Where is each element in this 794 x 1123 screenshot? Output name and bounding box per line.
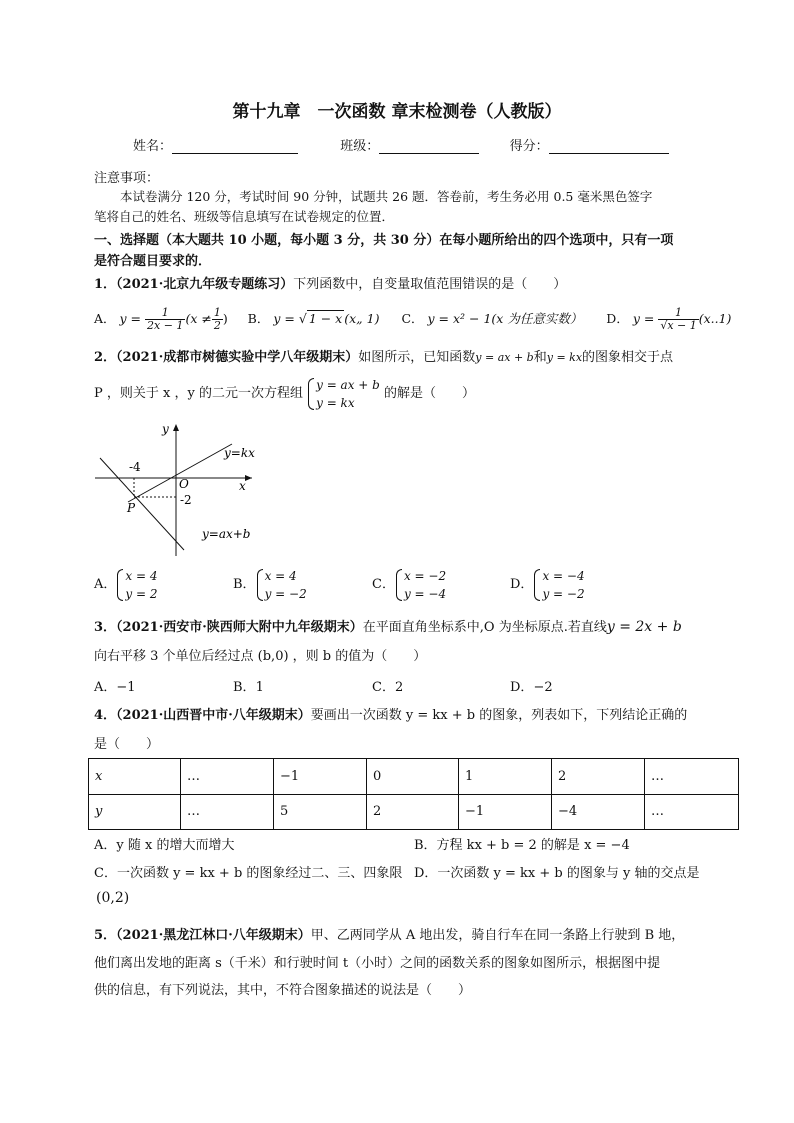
- question-3: [94, 616, 682, 635]
- function-graph: [90, 420, 270, 560]
- question-source: （2021·西安市·陕西师大附中九年级期末）: [116, 620, 363, 635]
- section-heading-bold: 一、选择题（本大题共 10 小题，每小题 3 分，共 30 分）: [94, 233, 440, 248]
- section-heading: [94, 229, 673, 248]
- question-3-line-2: 向右平移 3 个单位后经过点 (b,0) ，则 b 的值为（ ）: [94, 649, 427, 664]
- question-4-line-2: 是（ ）: [94, 737, 160, 752]
- option-value: −1: [116, 680, 136, 695]
- origin-label: O: [179, 477, 189, 491]
- option-b[interactable]: [233, 676, 264, 695]
- table-cell: …: [645, 759, 739, 795]
- option-a[interactable]: [94, 306, 232, 332]
- table-cell: 5: [274, 794, 367, 830]
- notice-line-1: 本试卷满分 120 分，考试时间 90 分钟，试题共 26 题．答卷前，考生务必用 0.5 毫米黑色签字: [120, 189, 653, 204]
- option-a[interactable]: A．y 随 x 的增大而增大: [94, 838, 235, 853]
- question-number: 1．: [94, 277, 117, 292]
- option-d[interactable]: D．一次函数 y = kx + b 的图象与 y 轴的交点是: [414, 866, 700, 881]
- tick-label-y: -2: [180, 493, 192, 507]
- question-2: [94, 346, 673, 365]
- option-label: B．: [233, 577, 256, 592]
- question-text: 要画出一次函数 y = kx + b 的图象，列表如下，下列结论正确的: [310, 708, 688, 723]
- class-label: 班级：: [340, 139, 380, 154]
- option-label: A．: [94, 311, 116, 326]
- y-axis-label: y: [162, 422, 169, 436]
- equation-line: x = 4: [125, 568, 158, 583]
- table-cell: 0: [367, 759, 459, 795]
- option-a[interactable]: [94, 676, 136, 695]
- question-4: [94, 704, 687, 723]
- option-label: C．: [372, 577, 395, 592]
- table-cell: …: [181, 759, 274, 795]
- option-b[interactable]: [233, 565, 307, 605]
- option-label: A．: [94, 577, 117, 592]
- table-row: [89, 794, 739, 830]
- question-source: （2021·黑龙江林口·八年级期末）: [116, 928, 311, 943]
- formula-text: (x ≠: [185, 311, 212, 326]
- option-value: 1: [255, 680, 264, 695]
- question-2-options: [94, 565, 734, 605]
- question-text: 如图所示，已知函数: [358, 350, 476, 365]
- x-axis-label: x: [239, 479, 246, 493]
- question-5-line-2: 他们离出发地的距离 s（千米）和行驶时间 t（小时）之间的函数关系的图象如图所示，根据图中提: [94, 956, 661, 971]
- name-label: 姓名：: [133, 139, 173, 154]
- label-kx: y=kx: [224, 446, 255, 460]
- question-text: 甲、乙两同学从 A 地出发，骑自行车在同一条路上行驶到 B 地，: [310, 928, 685, 943]
- equation-line: y = ax + b: [316, 377, 380, 392]
- table-cell: …: [181, 794, 274, 830]
- notice-line-2: 笔将自己的姓名、班级等信息填写在试卷规定的位置．: [94, 209, 395, 224]
- value-table: [88, 758, 739, 830]
- formula-text: y =: [632, 311, 655, 326]
- numerator: 1: [213, 306, 221, 319]
- question-source: （2021·成都市树德实验中学八年级期末）: [116, 350, 359, 365]
- notice-heading: 注意事项：: [94, 171, 160, 186]
- question-2-line-2: [94, 374, 475, 414]
- option-label: D．: [510, 680, 534, 695]
- option-b[interactable]: B．方程 kx + b = 2 的解是 x = −4: [414, 838, 630, 853]
- equation-line: x = −4: [542, 568, 585, 583]
- option-value: −2: [533, 680, 553, 695]
- formula-text: y = 2x + b: [606, 619, 682, 635]
- numerator: 1: [145, 307, 185, 320]
- radicand: 1 − x: [308, 311, 343, 326]
- option-c[interactable]: [401, 311, 586, 326]
- point-label: P: [127, 501, 136, 515]
- denominator: √x − 1: [660, 319, 697, 332]
- formula-text: ): [222, 311, 228, 326]
- table-cell: −4: [552, 794, 645, 830]
- table-cell: −1: [274, 759, 367, 795]
- equation-system: [533, 567, 584, 603]
- option-label: C．: [401, 311, 424, 326]
- tick-label-x: -4: [129, 460, 141, 474]
- option-d[interactable]: [606, 306, 732, 332]
- question-5-line-3: 供的信息，有下列说法，其中，不符合图象描述的说法是（ ）: [94, 983, 472, 998]
- fraction: [212, 307, 223, 332]
- table-cell: y: [89, 794, 181, 830]
- option-label: D．: [510, 577, 534, 592]
- equation-line: y = −4: [403, 586, 447, 601]
- y-axis-arrow: [173, 424, 179, 431]
- option-label: B．: [247, 311, 270, 326]
- denominator: 2x − 1: [147, 319, 184, 332]
- name-field[interactable]: [172, 139, 298, 154]
- question-source: （2021·北京九年级专题练习）: [116, 277, 294, 292]
- student-info-row: [133, 135, 669, 154]
- option-d[interactable]: [510, 565, 585, 605]
- question-number: 3．: [94, 620, 117, 635]
- question-text: P ，则关于 x ，y 的二元一次方程组: [94, 386, 303, 401]
- option-value: 2: [394, 680, 404, 695]
- question-text: 的解是（ ）: [383, 386, 475, 401]
- option-label: B．: [233, 680, 256, 695]
- question-number: 5．: [94, 928, 117, 943]
- equation-system: [395, 567, 446, 603]
- option-b[interactable]: B． y = √ 1 − x (x„ 1): [247, 311, 380, 326]
- question-1: [94, 273, 566, 292]
- numerator: 1: [658, 307, 698, 320]
- table-cell: 1: [459, 759, 552, 795]
- question-text: 和: [533, 350, 547, 365]
- formula-text: y =: [273, 311, 295, 326]
- formula-text: y =: [119, 311, 142, 326]
- option-c[interactable]: [372, 565, 446, 605]
- equation-line: y = −2: [542, 586, 585, 601]
- table-cell: −1: [459, 794, 552, 830]
- table-cell: 2: [552, 759, 645, 795]
- question-number: 2．: [94, 350, 117, 365]
- equation-line: x = 4: [264, 568, 297, 583]
- denominator: 2: [213, 319, 221, 332]
- fraction: [658, 307, 698, 332]
- question-5: [94, 924, 684, 943]
- equation-system: [307, 376, 380, 412]
- option-d-continued: (0,2): [96, 890, 130, 906]
- section-heading-rest: 在每小题所给出的四个选项中，只有一项: [439, 233, 674, 248]
- formula-text: (x..1): [698, 311, 732, 326]
- score-label: 得分：: [509, 139, 549, 154]
- question-text: 下列函数中，自变量取值范围错误的是（ ）: [293, 277, 567, 292]
- option-label: C．: [372, 680, 395, 695]
- option-a[interactable]: [94, 565, 158, 605]
- option-label: A．: [94, 680, 117, 695]
- option-label: D．: [606, 311, 629, 326]
- equation-line: y = −2: [264, 586, 307, 601]
- equation-system: [116, 567, 157, 603]
- formula-text: y = x² − 1(x 为任意实数）: [427, 311, 583, 326]
- table-row: [89, 759, 739, 795]
- equation-line: x = −2: [403, 568, 447, 583]
- table-cell: …: [645, 794, 739, 830]
- option-d[interactable]: [510, 676, 553, 695]
- fraction: [145, 307, 185, 332]
- label-ax-b: y=ax+b: [202, 527, 251, 541]
- question-number: 4．: [94, 708, 117, 723]
- page-title: 第十九章 一次函数 章末检测卷（人教版）: [232, 102, 562, 122]
- option-c[interactable]: C．一次函数 y = kx + b 的图象经过二、三、四象限: [94, 866, 403, 881]
- x-axis-arrow: [245, 475, 252, 481]
- class-field[interactable]: [379, 139, 479, 154]
- formula-text: (x„ 1): [344, 311, 380, 326]
- equation-system: [256, 567, 307, 603]
- section-heading-line-2: 是符合题目要求的．: [94, 254, 212, 269]
- table-cell: 2: [367, 794, 459, 830]
- equation-line: y = 2: [125, 586, 158, 601]
- question-text: 在平面直角坐标系中,O 为坐标原点.若直线: [362, 620, 607, 635]
- equation-line: y = kx: [316, 395, 355, 410]
- question-text: 的图象相交于点: [582, 350, 674, 365]
- formula-text: y = kx: [546, 351, 583, 364]
- formula-text: y = ax + b: [475, 351, 534, 364]
- score-field[interactable]: [549, 139, 669, 154]
- line-ax-b: [100, 458, 184, 550]
- option-c[interactable]: [372, 676, 403, 695]
- question-source: （2021·山西晋中市·八年级期末）: [116, 708, 311, 723]
- question-1-options: [94, 302, 731, 336]
- table-cell: x: [89, 759, 181, 795]
